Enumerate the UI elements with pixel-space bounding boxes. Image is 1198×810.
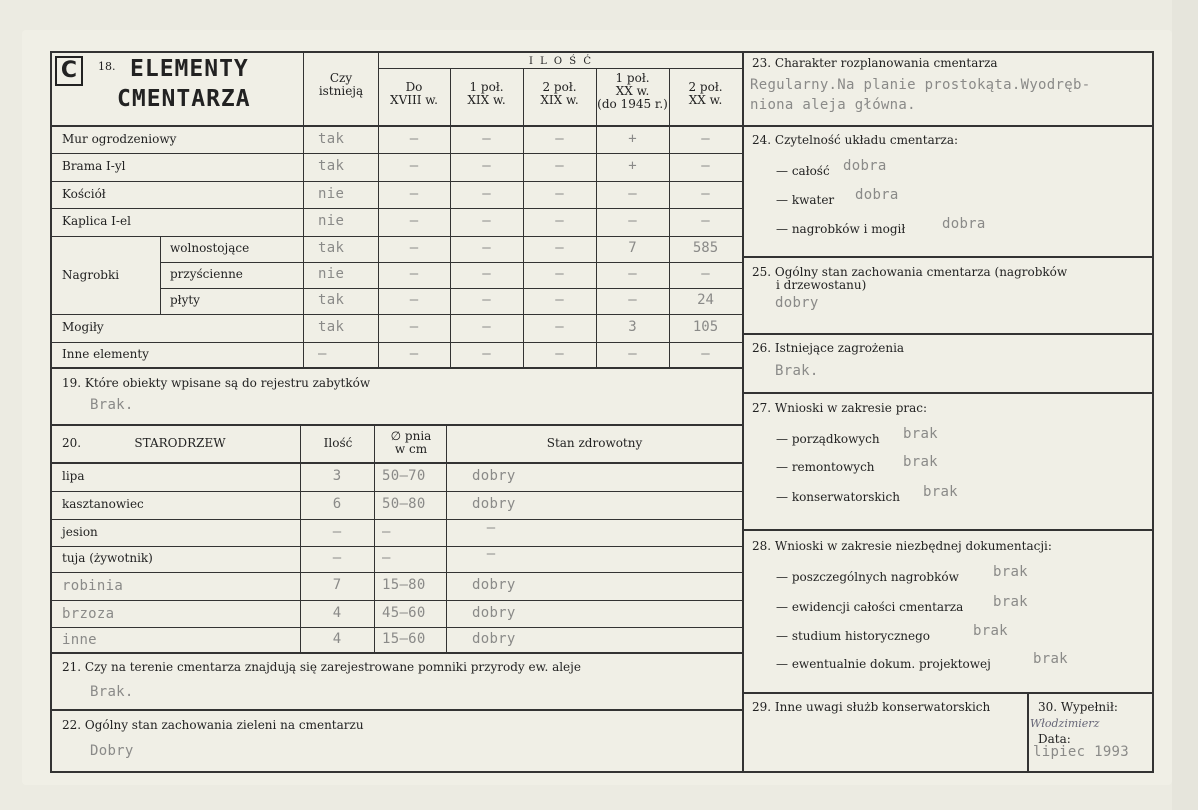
q28-item-value: brak xyxy=(1033,651,1068,667)
tree-diameter: 50–70 xyxy=(382,468,426,484)
element-label: Brama I-yl xyxy=(62,159,126,173)
element-exists: tak xyxy=(318,130,345,147)
title-line2: CMENTARZA xyxy=(117,86,251,112)
element-label: płyty xyxy=(170,293,200,307)
q24-item-value: dobra xyxy=(843,158,887,174)
row-divider xyxy=(51,208,743,209)
tree-diameter: – xyxy=(382,550,391,566)
tree-name: kasztanowiec xyxy=(62,497,144,511)
tree-name: tuja (żywotnik) xyxy=(62,551,153,565)
period-header-4: 2 poł. XX w. xyxy=(688,80,723,107)
tree-row-divider xyxy=(51,572,743,573)
element-label: wolnostojące xyxy=(170,241,250,255)
period-header-0: Do XVIII w. xyxy=(390,80,438,107)
q26-label: 26. Istniejące zagrożenia xyxy=(752,341,905,355)
q28-item-label: — poszczególnych nagrobków xyxy=(776,570,959,584)
q28-item-value: brak xyxy=(993,564,1028,580)
tree-name: robinia xyxy=(62,578,124,594)
element-value: – xyxy=(482,266,491,282)
tree-count: – xyxy=(332,523,342,540)
tree-diameter: 45–60 xyxy=(382,604,426,621)
signature: Włodzimierz xyxy=(1030,717,1100,730)
q29-label: 29. Inne uwagi służb konserwatorskich xyxy=(752,700,991,714)
q30-data-label: Data: xyxy=(1038,732,1071,746)
q24-item-value: dobra xyxy=(942,216,986,232)
element-value: – xyxy=(701,345,710,362)
element-value: – xyxy=(555,319,564,335)
element-exists: nie xyxy=(318,266,345,282)
tree-health: dobry xyxy=(472,604,516,621)
q27-item-value: brak xyxy=(923,484,958,500)
element-value: + xyxy=(628,158,637,174)
q27-item-label: — porządkowych xyxy=(776,432,880,446)
tree-count: 4 xyxy=(332,630,342,647)
element-value: 585 xyxy=(692,240,719,256)
tree-row-divider xyxy=(51,546,743,547)
q24-item-label: — kwater xyxy=(776,193,835,207)
row-divider xyxy=(51,342,743,343)
element-value: – xyxy=(701,266,710,282)
element-value: – xyxy=(409,240,419,256)
element-value: 7 xyxy=(628,240,637,256)
element-value: – xyxy=(555,266,564,282)
element-value: – xyxy=(482,185,491,202)
element-value: – xyxy=(555,240,564,256)
element-value: – xyxy=(409,266,419,282)
element-value: – xyxy=(482,292,491,308)
starodrzew-number: 20. xyxy=(62,436,82,450)
element-value: – xyxy=(628,266,637,282)
element-value: – xyxy=(555,292,564,308)
tree-health: – xyxy=(486,519,496,536)
element-value: 3 xyxy=(628,319,637,335)
element-value: – xyxy=(409,345,419,362)
element-label: Inne elementy xyxy=(62,346,149,361)
q26-answer: Brak. xyxy=(775,363,819,379)
ilosc-header: I L O Ś Ć xyxy=(528,56,593,67)
element-value: – xyxy=(482,240,491,256)
element-value: – xyxy=(555,345,564,362)
q28-label: 28. Wnioski w zakresie niezbędnej dokumentacji: xyxy=(752,539,1052,553)
element-value: – xyxy=(555,185,564,202)
row-divider xyxy=(51,153,743,154)
q19-answer: Brak. xyxy=(90,397,134,413)
element-value: – xyxy=(482,319,491,335)
element-label: przyścienne xyxy=(170,267,243,281)
tree-count: 4 xyxy=(332,604,342,621)
row-divider xyxy=(160,288,743,289)
q25-answer: dobry xyxy=(775,295,819,311)
q21-answer: Brak. xyxy=(90,684,134,700)
tree-health: dobry xyxy=(472,630,516,647)
tree-count: 6 xyxy=(332,496,342,512)
element-value: – xyxy=(409,158,419,174)
tree-name: brzoza xyxy=(62,605,115,622)
section-letter-box: C xyxy=(55,56,83,86)
q27-label: 27. Wnioski w zakresie prac: xyxy=(752,401,928,415)
row-divider xyxy=(51,314,743,315)
element-exists: tak xyxy=(318,319,345,335)
element-exists: nie xyxy=(318,185,345,202)
element-label: Kościół xyxy=(62,186,106,201)
q22-answer: Dobry xyxy=(90,743,134,759)
element-exists: nie xyxy=(318,213,345,229)
q28-item-value: brak xyxy=(973,623,1008,639)
element-value: – xyxy=(628,345,637,362)
row-divider xyxy=(51,181,743,182)
tree-row-divider xyxy=(51,491,743,492)
tree-row-divider xyxy=(51,519,743,520)
tree-name: inne xyxy=(62,631,97,648)
tree-health: – xyxy=(486,546,496,562)
element-value: – xyxy=(409,319,419,335)
period-header-3: 1 poł. XX w. (do 1945 r.) xyxy=(597,71,668,111)
q23-answer-line2: niona aleja główna. xyxy=(750,97,916,113)
q30-label: 30. Wypełnił: xyxy=(1038,700,1118,714)
row-divider xyxy=(51,236,743,237)
tree-count: 7 xyxy=(332,577,342,593)
element-value: – xyxy=(482,213,491,229)
element-exists: tak xyxy=(318,158,345,174)
q27-item-label: — remontowych xyxy=(776,460,875,474)
tree-diameter: 15–60 xyxy=(382,630,426,647)
tree-name: lipa xyxy=(62,469,85,483)
element-label: Kaplica I-el xyxy=(62,214,131,228)
q27-item-value: brak xyxy=(903,454,938,470)
element-label: Mur ogrodzeniowy xyxy=(62,131,177,146)
element-value: 24 xyxy=(697,292,714,308)
element-value: – xyxy=(701,130,710,147)
tree-name: jesion xyxy=(62,524,98,539)
element-value: – xyxy=(555,130,564,147)
element-value: – xyxy=(628,292,637,308)
q28-item-label: — studium historycznego xyxy=(776,629,931,643)
q22-label: 22. Ogólny stan zachowania zieleni na cmentarzu xyxy=(62,718,364,732)
period-header-2: 2 poł. XIX w. xyxy=(540,80,579,107)
element-value: – xyxy=(701,185,710,202)
col-stan: Stan zdrowotny xyxy=(546,436,643,450)
element-value: – xyxy=(482,130,491,147)
element-exists: – xyxy=(318,345,327,362)
tree-health: dobry xyxy=(472,496,516,512)
element-value: – xyxy=(555,158,564,174)
tree-diameter: – xyxy=(382,523,391,540)
element-exists: tak xyxy=(318,240,345,256)
element-value: – xyxy=(482,158,491,174)
tree-row-divider xyxy=(51,600,743,601)
element-value: – xyxy=(701,158,710,174)
element-value: – xyxy=(409,130,419,147)
card-edge xyxy=(1172,0,1198,810)
element-value: – xyxy=(628,185,637,202)
element-value: – xyxy=(628,213,637,229)
element-value: – xyxy=(409,213,419,229)
tree-count: 3 xyxy=(332,468,342,484)
col-pnia: ∅ pnia w cm xyxy=(390,429,432,456)
q19-label: 19. Które obiekty wpisane są do rejestru zabytków xyxy=(62,376,371,390)
q24-item-label: — całość xyxy=(776,164,830,178)
tree-count: – xyxy=(332,550,342,566)
starodrzew-title: STARODRZEW xyxy=(134,436,226,450)
q24-item-value: dobra xyxy=(855,187,899,203)
q30-date: lipiec 1993 xyxy=(1033,744,1130,760)
q25-label-line2: i drzewostanu) xyxy=(776,278,867,292)
q28-item-value: brak xyxy=(993,594,1028,610)
section-number: 18. xyxy=(98,60,116,73)
q24-item-label: — nagrobków i mogił xyxy=(776,222,906,236)
element-value: – xyxy=(701,213,710,229)
tree-diameter: 50–80 xyxy=(382,496,426,512)
tree-health: dobry xyxy=(472,468,516,484)
q21-label: 21. Czy na terenie cmentarza znajdują się zarejestrowane pomniki przyrody ew. aleje xyxy=(62,660,581,674)
q28-item-label: — ewidencji całości cmentarza xyxy=(776,600,964,614)
q23-label: 23. Charakter rozplanowania cmentarza xyxy=(752,56,998,70)
title-line1: ELEMENTY xyxy=(130,56,249,82)
element-value: 105 xyxy=(692,319,719,335)
row-divider xyxy=(160,262,743,263)
element-value: – xyxy=(409,292,419,308)
tree-health: dobry xyxy=(472,577,516,593)
q28-item-label: — ewentualnie dokum. projektowej xyxy=(776,657,991,671)
q27-item-value: brak xyxy=(903,426,938,442)
q24-label: 24. Czytelność układu cmentarza: xyxy=(752,133,959,147)
tree-row-divider xyxy=(51,627,743,628)
element-value: – xyxy=(482,345,491,362)
q23-answer-line1: Regularny.Na planie prostokąta.Wyodręb- xyxy=(750,77,1091,93)
col-ilosc: Ilość xyxy=(323,436,353,450)
period-header-1: 1 poł. XIX w. xyxy=(467,80,506,107)
nagrobki-label: Nagrobki xyxy=(62,268,120,282)
element-exists: tak xyxy=(318,292,345,308)
element-value: + xyxy=(628,130,637,147)
element-value: – xyxy=(555,213,564,229)
czy-istnieja-header: Czy istnieją xyxy=(318,71,364,98)
q27-item-label: — konserwatorskich xyxy=(776,490,900,504)
q25-label-line1: 25. Ogólny stan zachowania cmentarza (nagrobków xyxy=(752,265,1068,279)
element-label: Mogiły xyxy=(62,320,104,334)
element-value: – xyxy=(409,185,419,202)
tree-diameter: 15–80 xyxy=(382,577,426,593)
